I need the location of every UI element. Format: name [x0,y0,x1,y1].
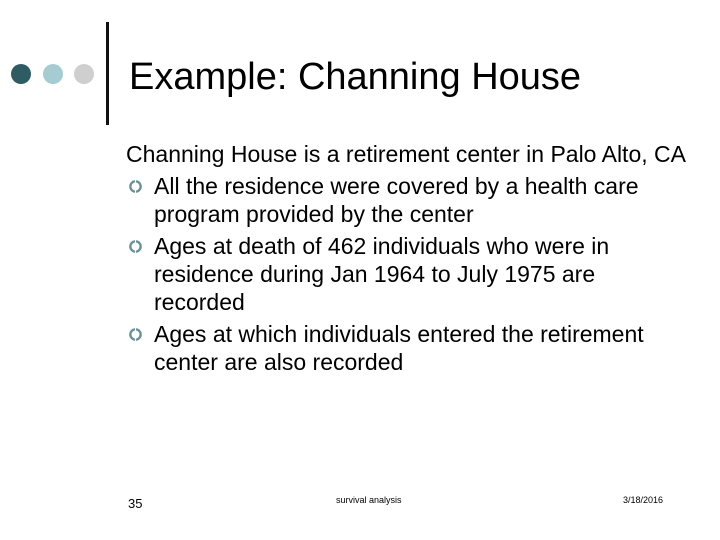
gray-dot-icon [74,64,94,84]
slide-title: Example: Channing House [129,56,582,98]
hollow-circle-icon [128,179,143,194]
bullet-item [126,232,686,316]
slide-body [126,140,686,376]
bullet-item [126,320,686,376]
footer-text: survival analysis [336,495,402,505]
bullet-text: Ages at death of 462 individuals who were in residence during Jan 1964 to July 1975 are recorded [154,233,610,315]
intro-text: Channing House is a retirement center in Palo Alto, CA [126,141,686,167]
bullet-text: Ages at which individuals entered the retirement center are also recorded [154,321,644,375]
hollow-circle-icon [128,239,143,254]
dark-dot-icon [11,64,31,84]
light-blue-dot-icon [43,64,63,84]
footer-date: 3/18/2016 [623,495,664,505]
bullet-text: All the residence were covered by a health care program provided by the center [154,173,639,227]
title-divider [106,22,109,125]
bullet-item [126,172,686,228]
hollow-circle-icon [128,327,143,342]
bullet-list [126,172,686,376]
decorative-dots [11,64,97,86]
slide-number: 35 [128,496,143,511]
